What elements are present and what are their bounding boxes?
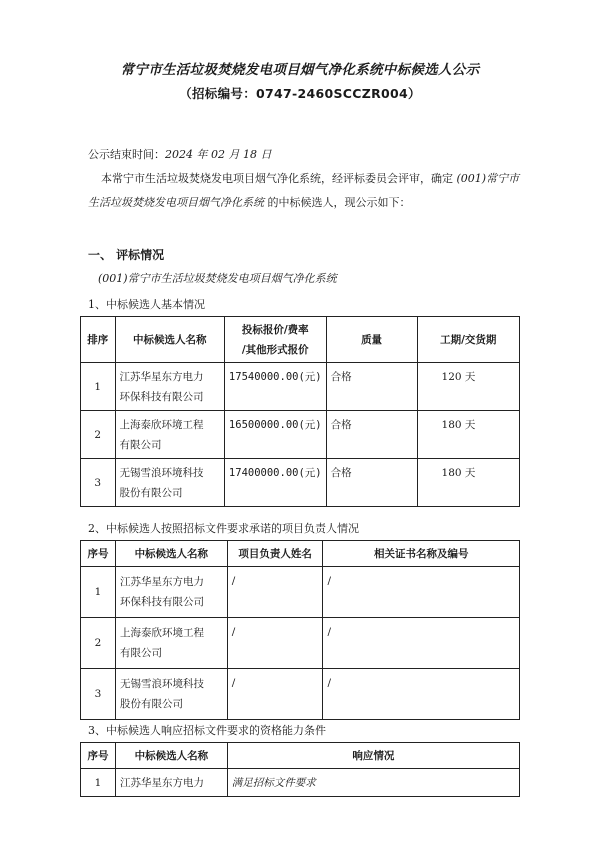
rank-cell: 2 <box>81 411 116 459</box>
candidate-name-line1: 江苏华星东方电力 <box>119 576 204 588</box>
intro-line-2 <box>88 194 411 210</box>
candidate-name-cell <box>115 669 227 720</box>
header-seq: 序号 <box>81 541 116 567</box>
table-header-row <box>81 743 520 769</box>
section-heading-evaluation: 一、 评标情况 <box>88 248 165 262</box>
candidate-name-line2: 股份有限公司 <box>119 486 183 499</box>
candidate-name-line2: 环保科技有限公司 <box>119 596 204 608</box>
candidate-name-line1: 江苏华星东方电力 <box>119 370 204 383</box>
candidate-name-cell <box>115 411 224 459</box>
header-seq: 序号 <box>81 743 116 769</box>
period-cell: 120 天 <box>417 363 519 411</box>
table-row <box>81 769 520 797</box>
notice-end-date: 2024 年 02 月 18 日 <box>165 148 272 161</box>
header-candidate-name: 中标候选人名称 <box>115 541 227 567</box>
rank-cell: 1 <box>81 363 116 411</box>
table1-caption: 1、中标候选人基本情况 <box>88 298 205 311</box>
quality-cell: 合格 <box>326 363 417 411</box>
candidate-name-cell <box>115 618 227 669</box>
intro-package-code: (001) <box>456 172 487 185</box>
period-cell: 180 天 <box>417 411 519 459</box>
response-cell: 满足招标文件要求 <box>227 769 519 797</box>
qualification-table <box>80 742 520 797</box>
table-header-row <box>81 541 520 567</box>
manager-name-cell: / <box>227 669 323 720</box>
candidates-basic-table <box>80 316 520 507</box>
header-candidate-name: 中标候选人名称 <box>115 317 224 363</box>
header-rank: 排序 <box>81 317 116 363</box>
intro-project-line2: 生活垃圾焚烧发电项目烟气净化系统 <box>88 196 264 209</box>
project-manager-table <box>80 540 520 720</box>
intro-text-after: 的中标候选人，现公示如下： <box>267 196 411 209</box>
header-quality: 质量 <box>326 317 417 363</box>
header-period: 工期/交货期 <box>417 317 519 363</box>
candidate-name-line2: 股份有限公司 <box>119 698 183 710</box>
bid-price-cell: 17540000.00(元) <box>224 363 326 411</box>
manager-name-cell: / <box>227 618 323 669</box>
manager-name-cell: / <box>227 567 323 618</box>
seq-cell: 2 <box>81 618 116 669</box>
quality-cell: 合格 <box>326 459 417 507</box>
intro-project-line1: 常宁市 <box>486 172 520 185</box>
candidate-name-line1: 无锡雪浪环境科技 <box>119 466 204 479</box>
bid-price-cell: 17400000.00(元) <box>224 459 326 507</box>
intro-line-1 <box>101 170 519 186</box>
table2-caption: 2、中标候选人按照招标文件要求承诺的项目负责人情况 <box>88 522 359 535</box>
header-bid-price-line1: 投标报价/费率 <box>241 323 309 336</box>
tender-number: （招标编号：0747-2460SCCZR004） <box>179 86 421 101</box>
table-row <box>81 411 520 459</box>
page-title: 常宁市生活垃圾焚烧发电项目烟气净化系统中标候选人公示 <box>120 62 480 78</box>
header-candidate-name: 中标候选人名称 <box>115 743 227 769</box>
period-cell: 180 天 <box>417 459 519 507</box>
seq-cell: 3 <box>81 669 116 720</box>
table-row <box>81 363 520 411</box>
table3-caption: 3、中标候选人响应招标文件要求的资格能力条件 <box>88 724 326 737</box>
table-row <box>81 669 520 720</box>
header-manager-name: 项目负责人姓名 <box>227 541 323 567</box>
candidate-name-cell <box>115 363 224 411</box>
table-header-row <box>81 317 520 363</box>
header-bid-price-line2: /其他形式报价 <box>241 343 309 356</box>
header-certificate: 相关证书名称及编号 <box>323 541 520 567</box>
intro-text-before: 本常宁市生活垃圾焚烧发电项目烟气净化系统，经评标委员会评审，确定 <box>101 172 453 185</box>
candidate-name-line1: 上海泰欣环境工程 <box>119 627 204 639</box>
table-row <box>81 618 520 669</box>
candidate-name-line1: 无锡雪浪环境科技 <box>119 678 204 690</box>
certificate-cell: / <box>323 669 520 720</box>
notice-end-label: 公示结束时间： <box>88 148 165 161</box>
header-bid-price <box>224 317 326 363</box>
candidate-name-line1: 上海泰欣环境工程 <box>119 418 204 431</box>
certificate-cell: / <box>323 567 520 618</box>
package-name: (001)常宁市生活垃圾焚烧发电项目烟气净化系统 <box>98 272 337 285</box>
table-row <box>81 459 520 507</box>
seq-cell: 1 <box>81 769 116 797</box>
candidate-name-cell <box>115 459 224 507</box>
certificate-cell: / <box>323 618 520 669</box>
rank-cell: 3 <box>81 459 116 507</box>
table-row <box>81 567 520 618</box>
candidate-name-line2: 有限公司 <box>119 438 162 451</box>
notice-end-line <box>88 146 271 162</box>
quality-cell: 合格 <box>326 411 417 459</box>
candidate-name-cell: 江苏华星东方电力 <box>115 769 227 797</box>
bid-price-cell: 16500000.00(元) <box>224 411 326 459</box>
candidate-name-line2: 有限公司 <box>119 647 162 659</box>
candidate-name-cell <box>115 567 227 618</box>
candidate-name-line2: 环保科技有限公司 <box>119 390 204 403</box>
seq-cell: 1 <box>81 567 116 618</box>
header-response: 响应情况 <box>227 743 519 769</box>
